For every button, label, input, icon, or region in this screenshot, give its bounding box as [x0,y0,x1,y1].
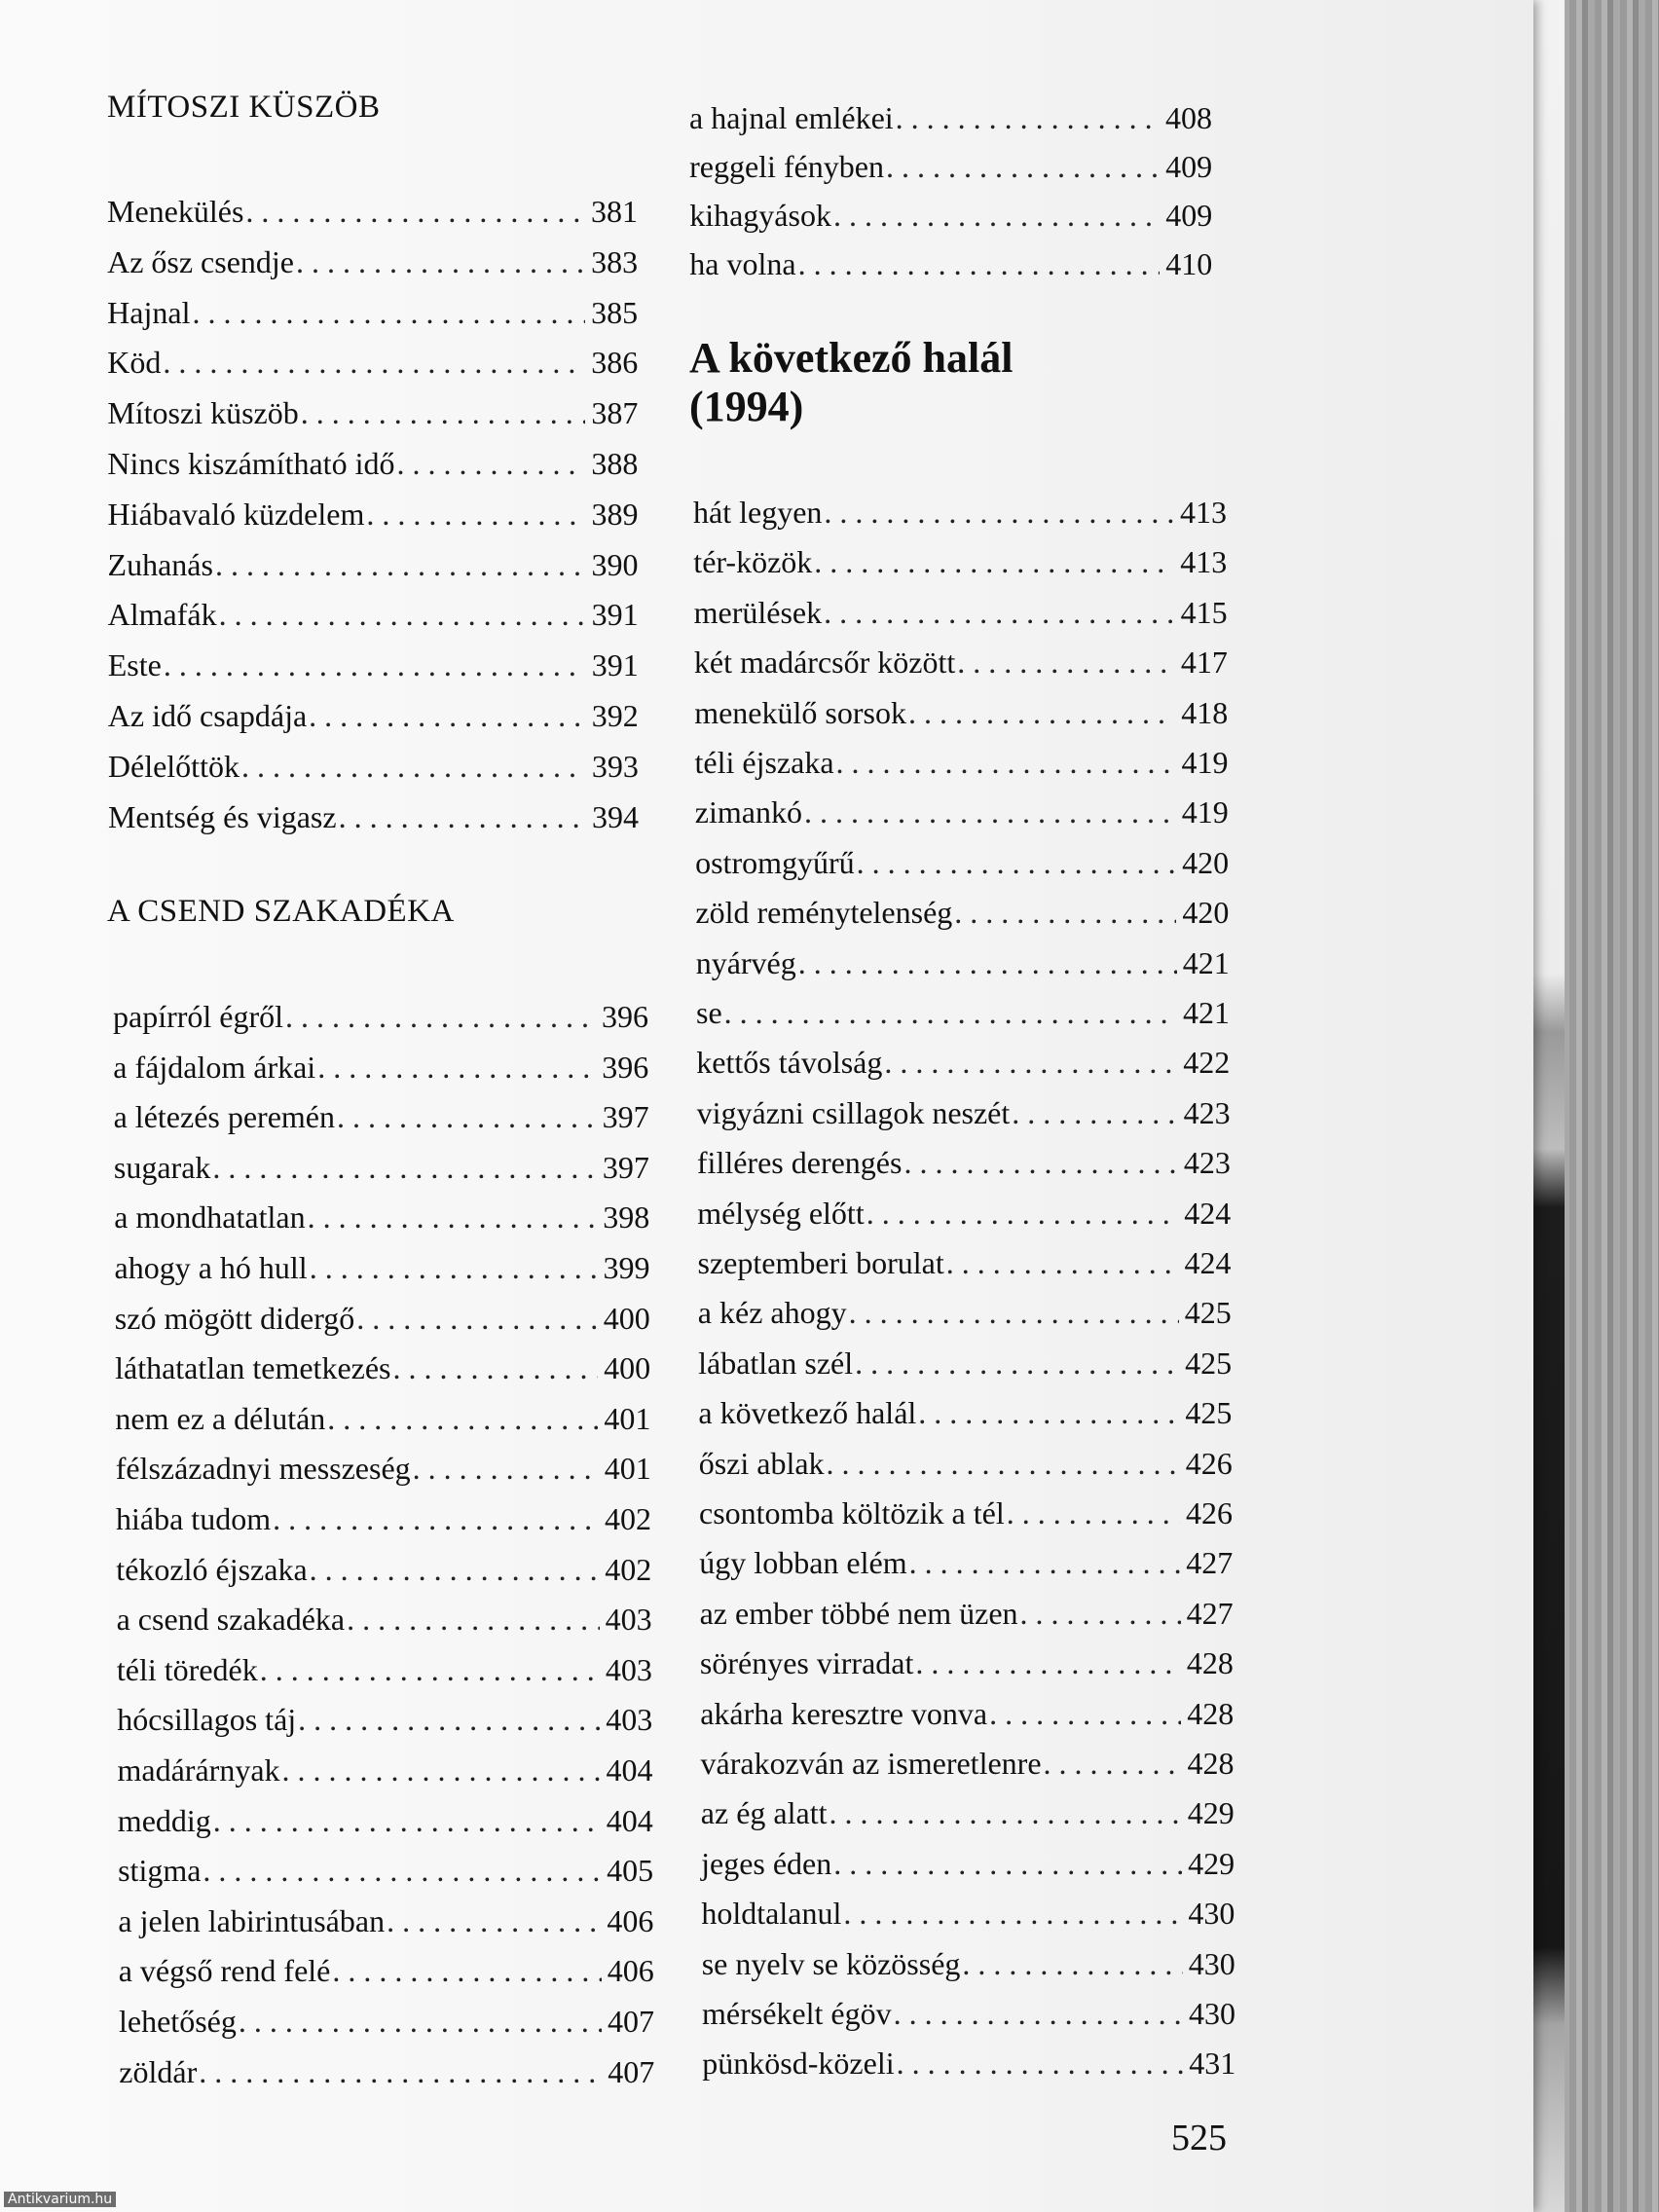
toc-entry-title: a kéz ahogy [697,1295,847,1331]
toc-entry [696,941,1230,984]
toc-entry-title: Az ősz csendje [107,243,294,279]
toc-entry-page: 425 [1185,1395,1233,1431]
dot-leader [337,1095,597,1138]
dot-leader [215,543,586,586]
toc-entry-page: 409 [1165,198,1213,233]
toc-entry [701,1842,1235,1885]
toc-entry [116,1447,651,1490]
dot-leader [296,240,585,283]
section-title-line1: A következő halál [689,334,1014,382]
toc-entry-title: lábatlan szél [698,1345,854,1381]
toc-entry-title: a fájdalom árkai [113,1049,316,1085]
dot-leader [827,1442,1180,1485]
dot-leader [347,1598,599,1641]
toc-entry [696,991,1230,1034]
toc-entry [114,1095,649,1138]
dot-leader [213,1799,601,1842]
toc-entry-title: csontomba költözik a tél [699,1495,1005,1530]
dot-leader [1007,1492,1180,1534]
toc-entry-page: 405 [607,1853,654,1889]
toc-entry-title: sugarak [113,1149,211,1185]
dot-leader [989,1692,1181,1735]
toc-entry-page: 400 [604,1350,651,1386]
dot-leader [724,991,1177,1034]
toc-entry-page: 418 [1181,694,1229,730]
toc-entry-title: téli éjszaka [694,745,834,780]
dot-leader [954,891,1176,934]
dot-leader [814,540,1174,583]
dot-leader [1020,1592,1181,1635]
toc-entry [695,791,1229,833]
toc-entry-title: se [696,995,722,1030]
toc-entry-page: 428 [1186,1645,1234,1681]
toc-entry-title: úgy lobban elém [699,1545,907,1581]
toc-entry-page: 406 [607,1902,654,1938]
toc-entry [107,442,638,485]
toc-entry [118,1749,653,1791]
toc-entry [689,96,1212,139]
section-title-a-kovetkezo-halal [689,334,1013,431]
toc-entry-title: Menekülés [107,194,244,229]
toc-entry-title: félszázadnyi messzeség [115,1451,411,1487]
toc-entry-title: Délelőttök [107,748,240,784]
toc-entry [115,1346,650,1389]
toc-entry [701,1892,1235,1935]
toc-entry-title: az ég alatt [700,1795,828,1831]
dot-leader [824,491,1174,534]
dot-leader [1044,1742,1182,1785]
toc-entry-title: szeptemberi borulat [697,1245,944,1280]
toc-entry [108,644,639,686]
toc-entry-title: Mítoszi küszöb [107,395,299,431]
toc-entry-page: 388 [591,446,639,481]
dot-leader [918,1391,1179,1434]
toc-entry-page: 407 [608,2004,654,2039]
toc-entry-title: Mentség és vigasz [107,798,337,834]
toc-entry [698,1391,1232,1434]
toc-entry [114,1146,649,1189]
dot-leader [192,291,585,334]
toc-entry-title: madárárnyak [117,1752,280,1788]
toc-entry [695,741,1229,784]
toc-entry [116,1497,651,1540]
toc-entry-page: 389 [591,496,639,532]
toc-entry [700,1592,1234,1635]
dot-leader [199,2050,602,2093]
toc-entry-page: 430 [1189,1996,1235,2031]
dot-leader [884,1041,1177,1084]
dot-leader [903,1141,1177,1184]
toc-entry-page: 402 [605,1551,652,1587]
toc-entry-page: 426 [1186,1495,1233,1530]
toc-entry-page: 413 [1180,495,1227,530]
toc-entry-page: 423 [1183,1094,1231,1130]
toc-entry [108,593,639,636]
dot-leader [833,1842,1182,1885]
toc-entry [107,493,638,535]
toc-entry-page: 397 [602,1099,649,1135]
toc-entry [108,745,639,788]
toc-entry-page: 403 [605,1602,652,1638]
toc-entry [698,1241,1232,1284]
toc-entry-title: filléres derengés [696,1145,903,1181]
toc-entry-page: 428 [1187,1746,1235,1781]
watermark: Antikvarium.hu [4,2192,116,2207]
dot-leader [829,1791,1181,1834]
toc-entry-title: hócsillagos táj [117,1702,297,1738]
toc-entry-page: 419 [1181,794,1229,830]
dot-leader [798,242,1161,285]
toc-entry [700,1692,1234,1735]
dot-leader [908,691,1175,734]
dot-leader [393,1346,599,1389]
toc-entry [702,1942,1235,1985]
section-title-line2: (1994) [689,383,804,430]
dot-leader [245,190,585,233]
toc-entry-page: 425 [1185,1345,1233,1381]
dot-leader [298,1698,600,1741]
toc-entry [108,543,639,586]
dot-leader [339,795,586,838]
toc-entry-page: 420 [1182,895,1230,931]
toc-entry-title: a csend szakadéka [116,1602,346,1638]
toc-entry-page: 396 [602,999,648,1034]
dot-leader [866,1192,1178,1235]
toc-entry-title: két madárcsőr között [693,645,956,681]
toc-entry-title: a létezés peremén [113,1099,335,1135]
toc-entry [107,190,638,233]
dot-leader [356,1297,598,1340]
toc-entry [117,1698,652,1741]
toc-entry-title: Zuhanás [107,546,213,582]
dot-leader [327,1397,598,1440]
toc-entry-title: nem ez a délután [115,1400,326,1436]
toc-entry-title: az ember többé nem üzen [699,1595,1018,1631]
toc-entry-title: Az idő csapdája [107,698,308,733]
toc-entry-title: Este [107,647,162,683]
toc-entry [701,1742,1235,1785]
toc-entry-page: 390 [591,546,639,582]
toc-entry-page: 429 [1187,1795,1235,1831]
toc-entry-title: a mondhatatlan [114,1199,306,1235]
toc-entry [694,591,1228,634]
toc-entry-page: 431 [1189,2046,1236,2082]
toc-entry [698,1291,1232,1334]
toc-entry-page: 430 [1188,1945,1235,1981]
toc-entry-title: várakozván az ismeretlenre [700,1746,1042,1781]
toc-entry-page: 402 [605,1501,651,1536]
dot-leader [836,741,1176,784]
toc-entry-title: jeges éden [701,1845,832,1881]
toc-entry-title: zöldár [119,2053,198,2089]
toc-entry [107,291,638,334]
dot-leader [301,391,586,434]
dot-leader [897,2042,1184,2084]
toc-entry-page: 423 [1183,1145,1231,1181]
toc-entry [113,1046,648,1088]
toc-entry-title: láthatatlan temetkezés [115,1350,391,1386]
toc-entry-title: Hiábavaló küzdelem [107,496,365,532]
toc-entry [693,540,1227,583]
toc-entry-title: tér-közök [693,544,813,580]
dot-leader [1012,1091,1177,1134]
dot-leader [849,1291,1179,1334]
toc-entry-title: hiába tudom [116,1501,272,1536]
toc-entry [108,795,639,838]
toc-entry-title: hát legyen [693,495,823,530]
dot-leader [909,1541,1181,1584]
toc-entry-page: 400 [603,1300,650,1336]
dot-leader [896,96,1160,139]
dot-leader [833,194,1160,237]
dot-leader [164,644,586,686]
toc-entry-title: Hajnal [107,294,191,330]
toc-entry [694,641,1228,683]
toc-entry-title: papírról égről [113,999,284,1034]
dot-leader [273,1497,599,1540]
dot-leader [212,1146,596,1189]
dot-leader [798,941,1177,984]
toc-entry [689,242,1212,285]
toc-entry-title: akárha keresztre vonva [700,1695,988,1731]
dot-leader [915,1641,1181,1684]
toc-entry-page: 399 [603,1250,650,1285]
toc-entry-title: a végső rend felé [118,1953,331,1989]
toc-entry [702,2042,1235,2084]
toc-entry-page: 401 [604,1451,651,1487]
dot-leader [843,1892,1182,1935]
toc-entry [696,1041,1230,1084]
toc-entry-page: 385 [591,294,639,330]
toc-entry [689,145,1212,188]
toc-entry-page: 407 [608,2053,655,2089]
toc-entry-page: 392 [591,698,639,733]
toc-entry-page: 420 [1182,844,1230,880]
toc-entry-page: 401 [604,1400,651,1436]
toc-entry [693,491,1227,534]
dot-leader [855,1342,1179,1384]
toc-entry-title: tékozló éjszaka [116,1551,308,1587]
toc-entry [107,240,638,283]
toc-entry [699,1541,1233,1584]
toc-entry [117,1598,652,1641]
toc-entry-page: 422 [1183,1045,1231,1081]
toc-entry-title: a következő halál [698,1395,917,1431]
dot-leader [310,1548,600,1591]
toc-entry [698,1342,1232,1384]
toc-entry-title: stigma [118,1853,202,1889]
toc-entry-page: 430 [1188,1896,1235,1932]
toc-entry-page: 406 [607,1953,654,1989]
toc-entry [114,1196,649,1238]
toc-entry [694,691,1228,734]
section-title-a-csend-szakadeka: A CSEND SZAKADÉKA [107,894,455,929]
dot-leader [203,1849,601,1892]
toc-entry-page: 429 [1188,1845,1235,1881]
toc-entry-page: 409 [1165,149,1213,184]
dot-leader [957,641,1175,683]
toc-entry [702,1992,1235,2035]
toc-entry-title: ostromgyűrű [695,844,855,880]
toc-entry-title: Almafák [107,597,217,633]
toc-entry-title: Köd [107,345,162,381]
toc-entry [701,1791,1235,1834]
toc-entry [697,1192,1231,1235]
dot-leader [366,493,585,535]
toc-entry [700,1641,1234,1684]
toc-entry-title: őszi ablak [698,1445,825,1481]
toc-entry-page: 408 [1165,100,1212,135]
toc-entry-page: 421 [1182,944,1230,980]
dot-leader [239,2000,602,2043]
toc-entry [695,891,1229,934]
toc-entry-title: zimankó [694,794,802,830]
toc-entry [697,1091,1231,1134]
toc-entry [119,1949,654,1992]
toc-entry-page: 404 [606,1752,653,1788]
toc-entry-title: merülések [693,594,823,630]
dot-leader [413,1447,599,1490]
toc-entry-title: reggeli fényben [689,149,884,184]
toc-entry-page: 419 [1181,745,1229,780]
dot-leader [309,694,586,737]
dot-leader [282,1749,601,1791]
toc-entry-title: se nyelv se közösség [701,1945,961,1981]
toc-entry-page: 381 [591,194,638,229]
toc-entry-title: a jelen labirintusában [118,1902,386,1938]
toc-entry-page: 398 [603,1199,650,1235]
toc-entry [108,694,639,737]
dot-leader [332,1949,601,1992]
dot-leader [285,995,596,1038]
dot-leader [857,841,1176,884]
toc-entry-title: kihagyások [689,198,831,233]
dot-leader [886,145,1160,188]
toc-entry [107,341,638,384]
toc-entry-page: 410 [1165,246,1213,281]
toc-entry-page: 424 [1184,1245,1232,1280]
dot-leader [962,1942,1182,1985]
toc-entry [699,1492,1233,1534]
toc-entry-title: menekülő sorsok [694,694,906,730]
toc-entry [115,1246,650,1289]
toc-entry-page: 397 [602,1149,649,1185]
toc-entry [689,194,1212,237]
toc-entry-page: 424 [1184,1195,1232,1231]
toc-entry-title: Nincs kiszámítható idő [107,446,395,481]
toc-entry [107,391,638,434]
toc-entry [119,2050,654,2093]
toc-entry-title: mérsékelt égöv [702,1996,892,2031]
dot-leader [308,1196,598,1238]
toc-entry-title: kettős távolság [696,1045,883,1081]
toc-entry-title: nyárvég [695,944,796,980]
dot-leader [946,1241,1179,1284]
dot-leader [219,593,586,636]
toc-entry-title: ahogy a hó hull [114,1250,308,1285]
dot-leader [163,341,585,384]
dot-leader [310,1246,598,1289]
toc-entry-page: 413 [1180,544,1228,580]
toc-entry-page: 396 [602,1049,649,1085]
toc-entry [699,1442,1233,1485]
toc-entry [697,1141,1231,1184]
toc-entry-page: 386 [591,345,639,381]
toc-entry-title: mélység előtt [697,1195,865,1231]
toc-entry [113,995,648,1038]
toc-entry-page: 415 [1180,594,1228,630]
toc-entry-title: a hajnal emlékei [689,100,894,135]
toc-entry [116,1548,651,1591]
toc-entry [115,1397,650,1440]
toc-entry [117,1648,652,1691]
toc-entry [118,1899,653,1942]
toc-entry-page: 403 [605,1651,652,1687]
toc-entry-page: 387 [591,395,639,431]
toc-entry-page: 425 [1184,1295,1232,1331]
toc-entry-page: 394 [591,798,639,834]
toc-entry-title: szó mögött didergő [114,1300,355,1336]
toc-entry-page: 391 [591,647,639,683]
toc-entry-page: 417 [1180,645,1228,681]
page-number: 525 [1171,2118,1227,2158]
toc-entry [118,1799,653,1842]
toc-entry-title: holdtalanul [701,1896,842,1932]
toc-entry-page: 404 [606,1802,653,1838]
toc-entry-title: lehetőség [119,2004,237,2039]
toc-entry-title: zöld reménytelenség [695,895,953,931]
section-title-mitoszi-kuszob: MÍTOSZI KÜSZÖB [107,90,381,125]
dot-leader [260,1648,600,1691]
dot-leader [396,442,585,485]
dot-leader [894,1992,1183,2035]
dot-leader [317,1046,596,1088]
dot-leader [824,591,1175,634]
toc-entry-page: 428 [1187,1695,1235,1731]
toc-entry [695,841,1229,884]
toc-entry-title: sörényes virradat [699,1645,914,1681]
toc-entry-title: ha volna [689,246,796,281]
toc-entry-title: téli töredék [116,1651,258,1687]
toc-entry-title: meddig [117,1802,211,1838]
toc-entry-page: 393 [591,748,639,784]
toc-entry-page: 421 [1183,995,1230,1030]
toc-entry-page: 391 [591,597,639,633]
toc-entry [115,1297,650,1340]
toc-entry-page: 427 [1186,1545,1234,1581]
toc-entry-title: pünkösd-közeli [702,2046,895,2082]
dot-leader [387,1899,601,1942]
toc-entry [118,1849,653,1892]
toc-entry-title: vigyázni csillagok neszét [696,1094,1011,1130]
toc-entry-page: 427 [1186,1595,1234,1631]
toc-entry-page: 383 [591,243,639,279]
dot-leader [804,791,1176,833]
dot-leader [241,745,586,788]
toc-entry-page: 403 [606,1702,653,1738]
toc-entry [119,2000,654,2043]
toc-entry-page: 426 [1185,1445,1233,1481]
